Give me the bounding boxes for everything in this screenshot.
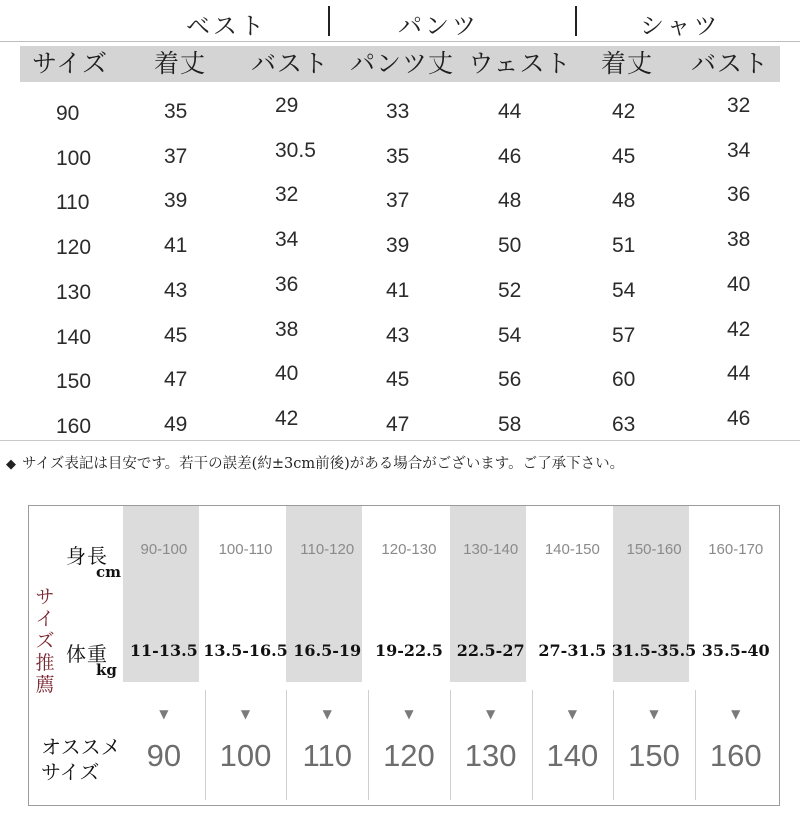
table-cell: 40 xyxy=(727,272,751,296)
triangle-down-icon: ▼ xyxy=(322,707,332,721)
table-cell: 38 xyxy=(275,317,299,341)
group-header xyxy=(0,0,800,42)
header-waist: ウェスト xyxy=(468,49,572,78)
table-cell: 90 xyxy=(56,102,80,125)
table-cell: 58 xyxy=(498,412,522,436)
table-cell: 42 xyxy=(275,406,299,430)
weight-range: 13.5-16.5 xyxy=(203,641,288,660)
recommend-label-line2: サイズ xyxy=(41,760,100,784)
table-cell: 39 xyxy=(164,189,188,213)
header-pants-length: パンツ丈 xyxy=(349,49,454,78)
height-range: 140-150 xyxy=(544,541,600,558)
table-cell: 130 xyxy=(56,280,92,304)
table-cell: 63 xyxy=(612,412,636,436)
group-divider xyxy=(328,6,330,36)
table-cell: 34 xyxy=(727,138,751,162)
table-cell: 35 xyxy=(164,100,188,123)
table-cell: 44 xyxy=(727,362,751,386)
recommend-side-label: サ イ ズ 推 薦 xyxy=(35,586,55,696)
weight-label: 体重 xyxy=(66,642,108,666)
triangle-down-icon: ▼ xyxy=(404,707,414,721)
table-cell: 47 xyxy=(164,368,188,392)
table-cell: 57 xyxy=(612,323,636,347)
table-cell: 150 xyxy=(56,370,92,394)
height-range: 100-110 xyxy=(218,541,273,558)
bottom-rule xyxy=(0,440,800,441)
height-range: 150-160 xyxy=(626,541,682,558)
recommended-size: 100 xyxy=(219,738,272,773)
height-range: 110-120 xyxy=(300,541,355,558)
recommended-size: 120 xyxy=(383,738,435,773)
table-row xyxy=(20,185,780,229)
table-row xyxy=(20,96,780,140)
table-row xyxy=(20,364,780,408)
table-cell: 120 xyxy=(56,236,92,260)
triangle-down-icon: ▼ xyxy=(649,707,659,721)
triangle-down-icon: ▼ xyxy=(731,707,741,721)
height-range: 160-170 xyxy=(708,541,764,558)
table-cell: 42 xyxy=(727,317,751,341)
table-cell: 33 xyxy=(386,100,410,123)
table-cell: 51 xyxy=(612,234,636,258)
weight-range: 35.5-40 xyxy=(701,641,770,660)
group-label-shirt: シャツ xyxy=(640,12,721,40)
table-cell: 46 xyxy=(498,144,522,168)
table-cell: 32 xyxy=(727,94,751,117)
table-cell: 32 xyxy=(275,183,299,207)
table-cell: 36 xyxy=(275,272,299,296)
height-range: 90-100 xyxy=(140,541,188,558)
table-cell: 41 xyxy=(386,278,410,302)
triangle-down-icon: ▼ xyxy=(567,707,577,721)
triangle-down-icon: ▼ xyxy=(240,707,251,721)
triangle-down-icon: ▼ xyxy=(486,707,496,721)
group-label-vest: ベスト xyxy=(186,12,267,40)
table-cell: 45 xyxy=(612,144,636,168)
group-label-pants: パンツ xyxy=(398,12,479,40)
size-note-text: サイズ表記は目安です。若干の誤差(約±3cm前後)がある場合がございます。ご了承下さい。 xyxy=(22,456,625,472)
table-cell: 42 xyxy=(612,100,636,123)
table-cell: 56 xyxy=(498,368,522,392)
table-row xyxy=(20,406,780,453)
table-cell: 54 xyxy=(612,278,636,302)
weight-range: 31.5-35.5 xyxy=(611,641,697,660)
table-cell: 60 xyxy=(612,368,636,392)
table-cell: 44 xyxy=(498,100,522,123)
header-shirt-length: 着丈 xyxy=(600,49,653,78)
table-cell: 35 xyxy=(386,144,410,168)
height-range: 120-130 xyxy=(381,541,437,558)
table-cell: 54 xyxy=(498,323,522,347)
weight-range: 27-31.5 xyxy=(538,641,607,660)
table-cell: 34 xyxy=(275,228,299,252)
table-cell: 110 xyxy=(56,191,90,215)
table-row xyxy=(20,272,780,319)
table-cell: 38 xyxy=(727,228,751,252)
table-cell: 46 xyxy=(727,406,751,430)
table-row xyxy=(20,230,780,274)
header-size: サイズ xyxy=(31,49,108,78)
table-cell: 160 xyxy=(56,414,92,438)
table-cell: 30.5 xyxy=(275,138,316,162)
table-row xyxy=(20,138,780,185)
table-cell: 50 xyxy=(498,234,522,258)
table-cell: 37 xyxy=(164,144,188,168)
table-cell: 39 xyxy=(386,234,410,258)
header-vest-bust: バスト xyxy=(250,49,329,78)
height-unit: cm xyxy=(96,563,122,581)
table-cell: 48 xyxy=(612,189,636,213)
table-cell: 49 xyxy=(164,412,188,436)
table-cell: 29 xyxy=(275,94,299,117)
recommended-size: 140 xyxy=(546,738,599,773)
diamond-icon: ◆ xyxy=(6,457,16,472)
table-cell: 43 xyxy=(386,323,410,347)
size-note xyxy=(6,452,624,473)
weight-range: 16.5-19 xyxy=(293,641,362,660)
table-cell: 36 xyxy=(727,183,751,207)
height-label: 身長 xyxy=(66,544,108,568)
top-rule xyxy=(0,41,800,42)
recommended-size: 150 xyxy=(628,738,680,773)
weight-range: 19-22.5 xyxy=(375,641,443,660)
table-cell: 140 xyxy=(56,325,92,349)
size-table-header xyxy=(20,46,780,82)
header-vest-length: 着丈 xyxy=(153,49,206,78)
table-cell: 52 xyxy=(498,278,522,302)
recommended-size: 90 xyxy=(146,738,182,773)
table-cell: 40 xyxy=(275,362,299,386)
table-cell: 41 xyxy=(164,234,188,258)
height-range: 130-140 xyxy=(463,541,519,558)
triangle-down-icon: ▼ xyxy=(159,707,169,721)
table-cell: 47 xyxy=(386,412,410,436)
weight-range: 11-13.5 xyxy=(129,641,198,660)
recommended-size: 160 xyxy=(709,738,762,773)
table-cell: 45 xyxy=(164,323,188,347)
recommend-label-line1: オススメ xyxy=(41,735,121,759)
table-cell: 100 xyxy=(56,146,92,170)
table-row xyxy=(20,317,780,364)
table-cell: 43 xyxy=(164,278,188,302)
weight-range: 22.5-27 xyxy=(456,641,525,660)
table-cell: 37 xyxy=(386,189,410,213)
table-cell: 48 xyxy=(498,189,522,213)
recommended-size: 110 xyxy=(302,738,352,773)
weight-unit: kg xyxy=(96,661,117,679)
table-cell: 45 xyxy=(386,368,410,392)
header-shirt-bust: バスト xyxy=(690,49,769,78)
recommended-size: 130 xyxy=(464,738,517,773)
recommend-size-label xyxy=(41,735,121,785)
group-divider xyxy=(575,6,577,36)
